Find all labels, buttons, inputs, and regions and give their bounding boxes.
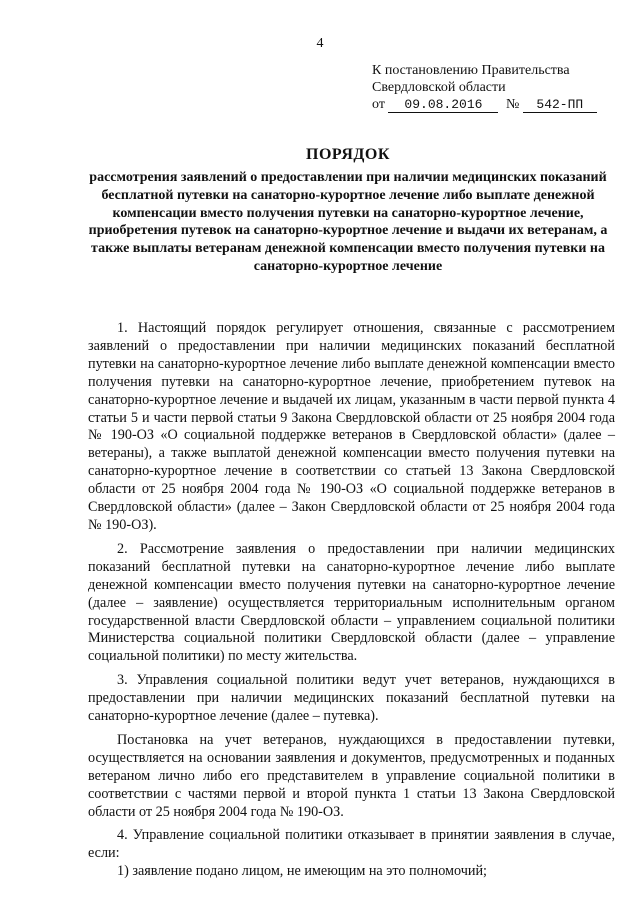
decree-number: 542-ПП	[523, 98, 597, 113]
paragraph-2: 2. Рассмотрение заявления о предоставлении при наличии медицинских показаний бесплатной путевки на санаторно-курортное лечение либо выплате денежной компенсации вместо получения путевки на санаторно-курортное лечение (далее – заявление) осуществляется территориальным исполнительным органом государственной власти Свердловской области – управлением социальной политики Министерства социальной политики Свердловской области (далее – управление социальной политики) по месту жительства.	[88, 540, 615, 665]
attachment-header	[372, 62, 597, 113]
title-heading: ПОРЯДОК	[306, 146, 390, 163]
paragraph-1: 1. Настоящий порядок регулирует отношения, связанные с рассмотрением заявлений о предоставлении при наличии медицинских показаний бесплатной путевки на санаторно-курортное лечение либо выплате денежной компенсации вместо получения путевки на санаторно-курортное лечение, приобретением путевок на санаторно-курортное лечение и выдачей их лицам, указанным в части первой пункта 4 статьи 5 и части первой статьи 9 Закона Свердловской области от 25 ноября 2004 года № 190-ОЗ «О социальной поддержке ветеранов в Свердловской области» (далее – ветераны), а также выплатой денежной компенсации вместо получения путевки на санаторно-курортное лечение в соответствии со статьей 13 Закона Свердловской области от 25 ноября 2004 года № 190-ОЗ «О социальной поддержке ветеранов в Свердловской области» (далее – Закон Свердловской области от 25 ноября 2004 года № 190-ОЗ).	[88, 320, 615, 533]
attachment-line-2: Свердловской области	[372, 80, 506, 95]
page-number: 4	[316, 36, 324, 51]
document-title	[88, 146, 608, 276]
attachment-date-line	[372, 96, 597, 113]
decree-date: 09.08.2016	[388, 98, 498, 113]
paragraph-3: 3. Управления социальной политики ведут учет ветеранов, нуждающихся в предоставлении при наличии медицинских показаний бесплатной путевки на санаторно-курортное лечение (далее – путевка).	[88, 672, 615, 725]
paragraph-6: 1) заявление подано лицом, не имеющим на это полномочий;	[117, 863, 487, 880]
attachment-line-1: К постановлению Правительства	[372, 63, 570, 78]
paragraph-4: Постановка на учет ветеранов, нуждающихся в предоставлении путевки, осуществляется на основании заявления и документов, предусмотренных и поданных ветераном лично либо его представителем в управление социальной политики в соответствии с частями первой и второй пункта 1 статьи 13 Закона Свердловской области от 25 ноября 2004 года № 190-ОЗ.	[88, 731, 615, 820]
date-prefix: от	[372, 97, 385, 112]
number-prefix: №	[505, 97, 520, 112]
title-subtitle: рассмотрения заявлений о предоставлении при наличии медицинских показаний бесплатной путевки на санаторно-курортное лечение либо выплате денежной компенсации вместо получения путевки на санаторно-курортное лечение, приобретения путевок на санаторно-курортное лечение и выдачи их ветеранам, а также выплаты ветеранам денежной компенсации вместо получения путевки на санаторно-курортное лечение	[88, 170, 608, 274]
paragraph-5: 4. Управление социальной политики отказывает в принятии заявления в случае, если:	[88, 827, 615, 862]
document-body	[88, 320, 615, 881]
